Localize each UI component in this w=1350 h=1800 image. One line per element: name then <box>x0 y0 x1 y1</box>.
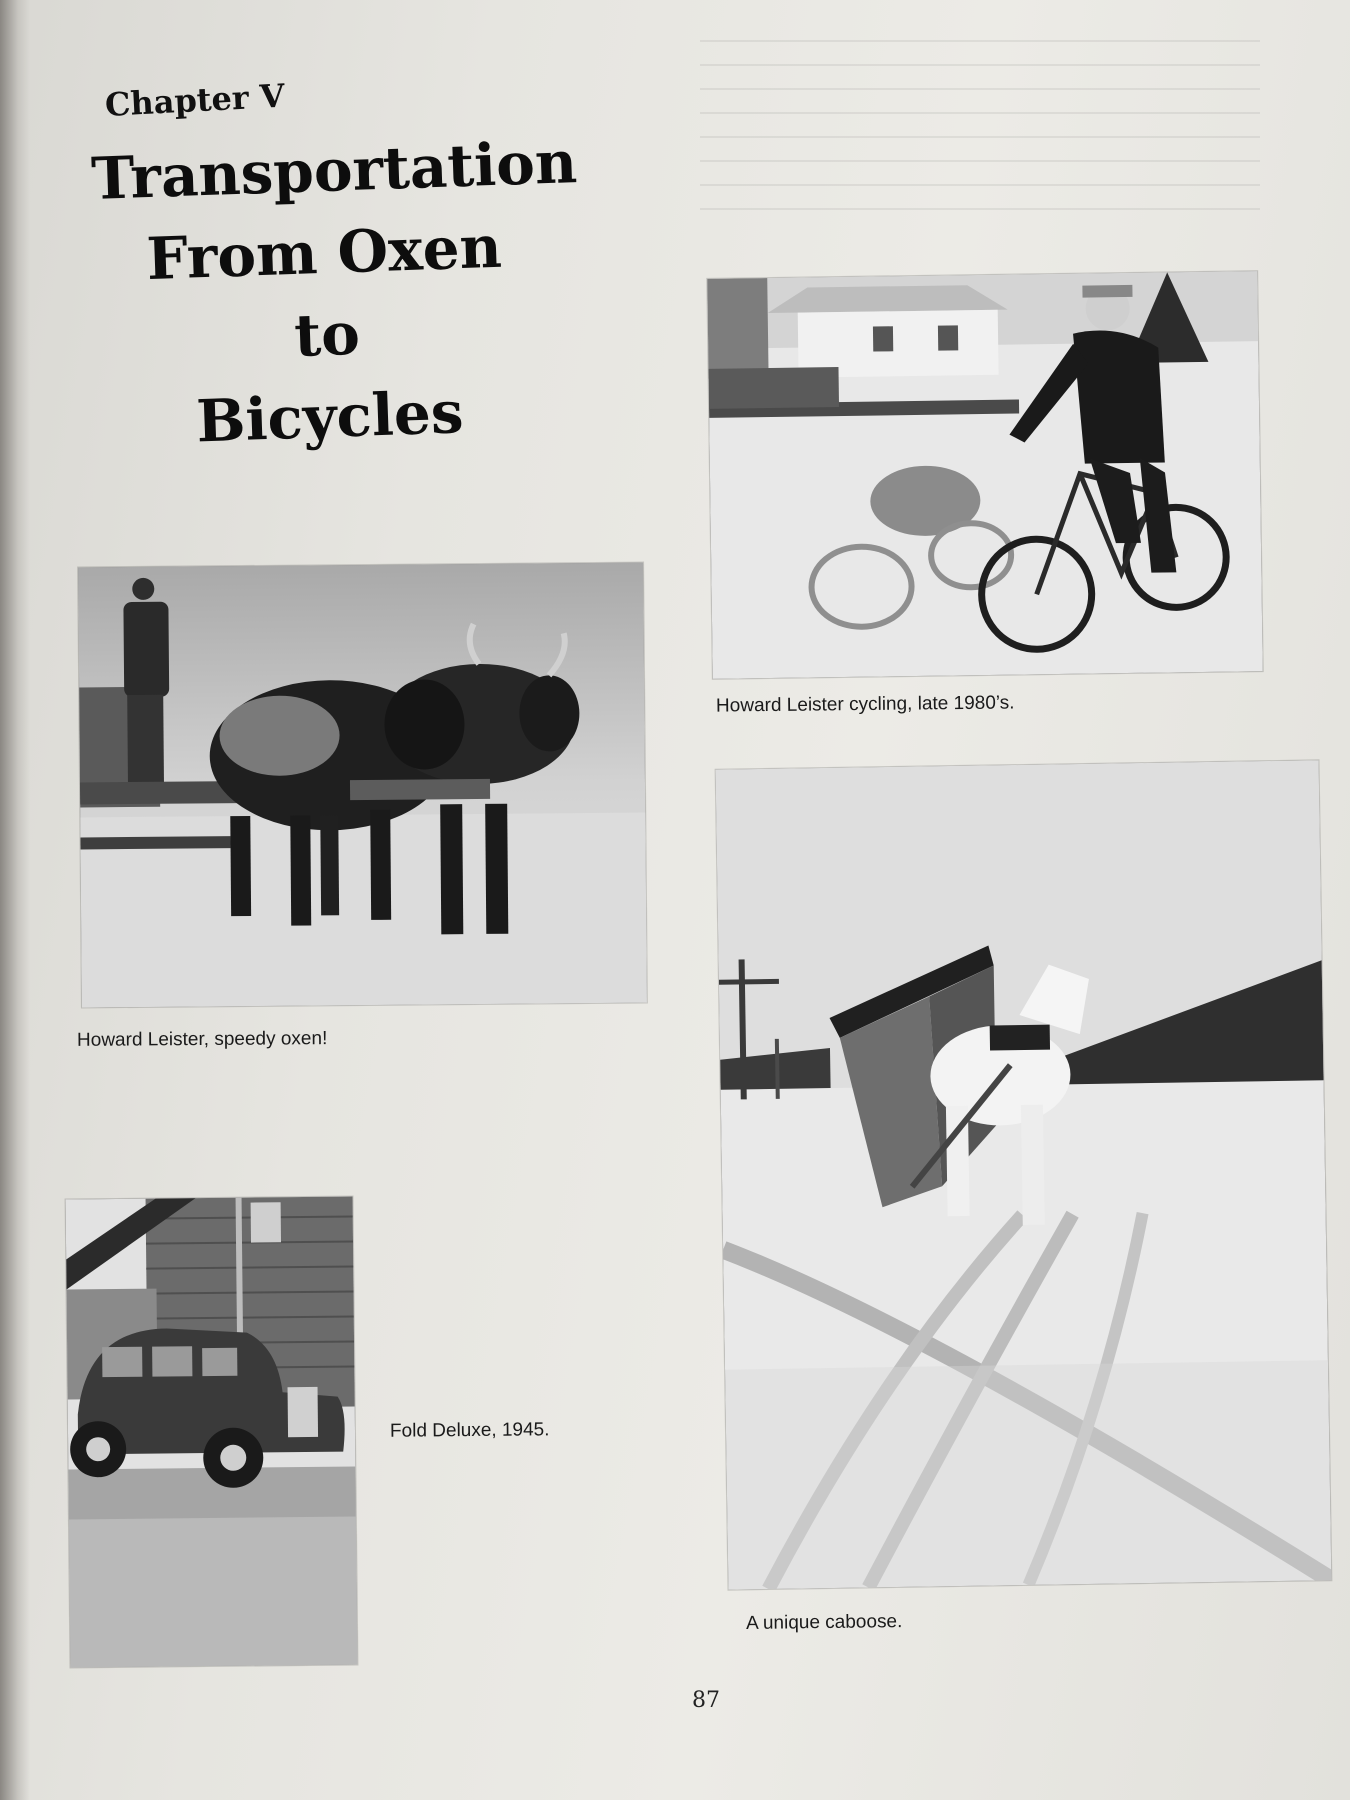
caboose-photo-caption: A unique caboose. <box>745 1611 903 1634</box>
title-line: From Oxen <box>145 212 503 294</box>
bicycle-photo <box>707 271 1263 679</box>
oxen-photo <box>78 563 647 1008</box>
car-photo <box>66 1197 358 1668</box>
page-number: 87 <box>692 1688 720 1713</box>
bleed-through-text <box>700 40 1260 210</box>
title-line: Bicycles <box>195 378 465 456</box>
car-photo-caption: Fold Deluxe, 1945. <box>389 1419 550 1442</box>
bicycle-photo-caption: Howard Leister cycling, late 1980’s. <box>715 692 1015 717</box>
caboose-photo <box>716 760 1332 1589</box>
chapter-title <box>90 122 579 466</box>
oxen-photo-caption: Howard Leister, speedy oxen! <box>76 1028 328 1051</box>
title-line: Transportation <box>90 128 579 213</box>
spine-shadow <box>0 0 30 1800</box>
title-line: to <box>293 299 361 370</box>
chapter-label: Chapter V <box>104 76 286 124</box>
